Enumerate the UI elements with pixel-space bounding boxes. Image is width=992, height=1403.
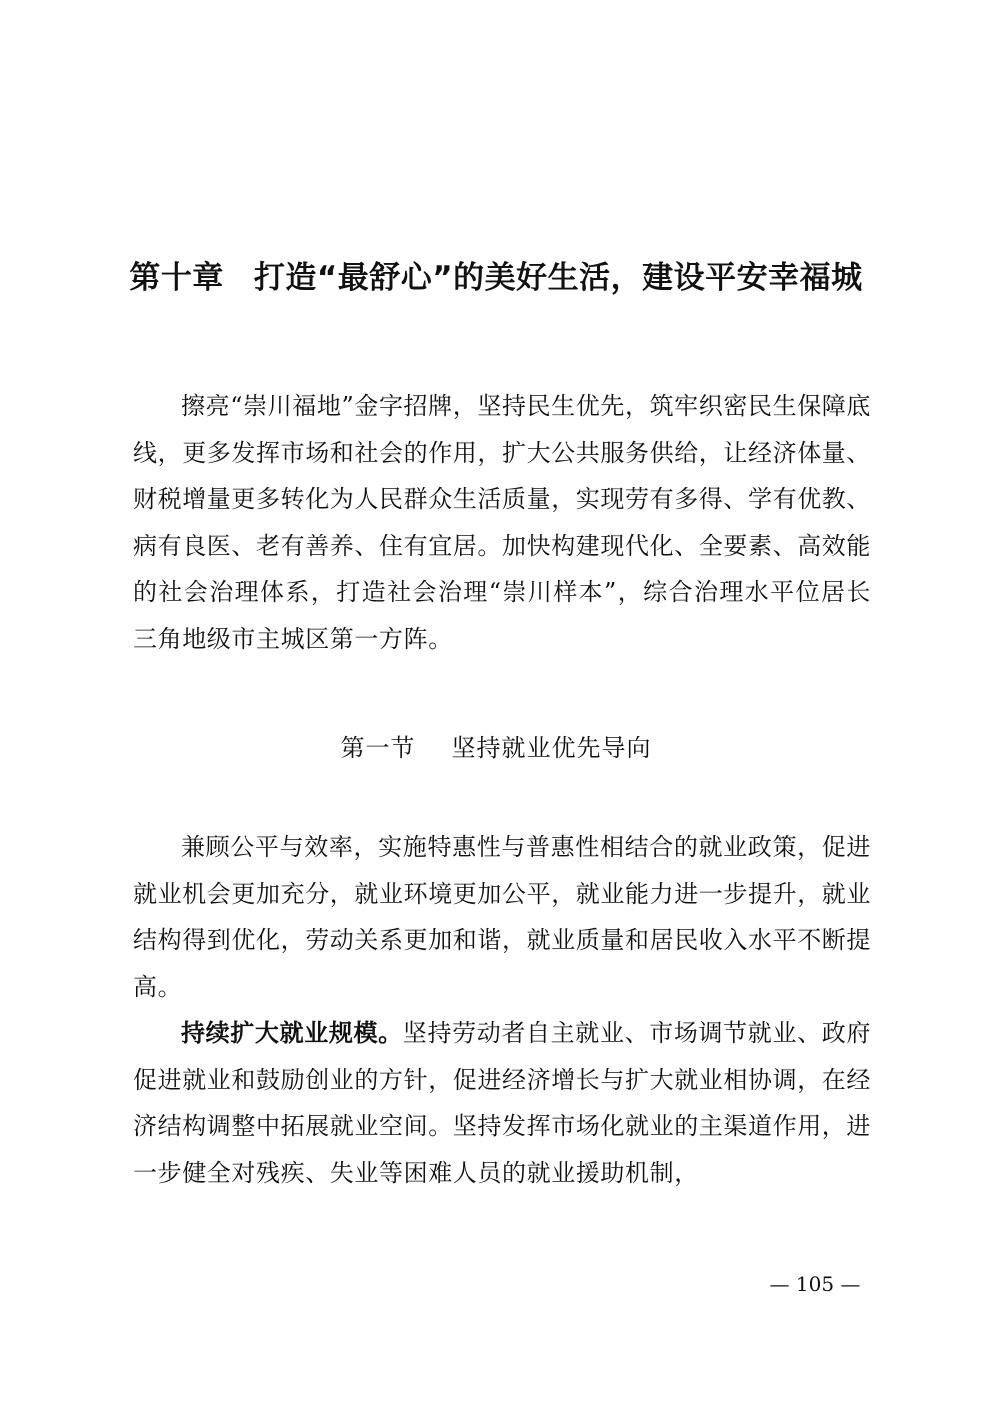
- section-title-text: 坚持就业优先导向: [451, 734, 652, 762]
- chapter-title-text: 打造“最舒心”的美好生活，建设平安幸福城: [253, 260, 863, 296]
- section-paragraph: 兼顾公平与效率，实施特惠性与普惠性相结合的就业政策，促进就业机会更加充分，就业环境更加公平，就业能力进一步提升，就业结构得到优化，劳动关系更加和谐，就业质量和居民收入水平不断提高。: [133, 833, 871, 1001]
- chapter-number: 第十章: [129, 260, 224, 296]
- chapter-title: [0, 254, 992, 302]
- intro-paragraph: 擦亮“崇川福地”金字招牌，坚持民生优先，筑牢织密民生保障底线，更多发挥市场和社会的作用，扩大公共服务供给，让经济体量、财税增量更多转化为人民群众生活质量，实现劳有多得、学有优教、病有良医、老有善养、住有宜居。加快构建现代化、全要素、高效能的社会治理体系，打造社会治理“崇川样本”，综合治理水平位居长三角地级市主城区第一方阵。: [133, 392, 871, 653]
- paragraph-lead: 持续扩大就业规模。: [181, 1019, 403, 1047]
- section-number: 第一节: [340, 734, 416, 762]
- employment-paragraph: [133, 1010, 871, 1196]
- paragraph-body: 坚持劳动者自主就业、市场调节就业、政府促进就业和鼓励创业的方针，促进经济增长与扩大就业相协调，在经济结构调整中拓展就业空间。坚持发挥市场化就业的主渠道作用，进一步健全对残疾、失业等困难人员的就业援助机制，: [133, 1019, 871, 1187]
- page-number: — 105 —: [769, 1272, 861, 1296]
- section-title: [0, 728, 992, 768]
